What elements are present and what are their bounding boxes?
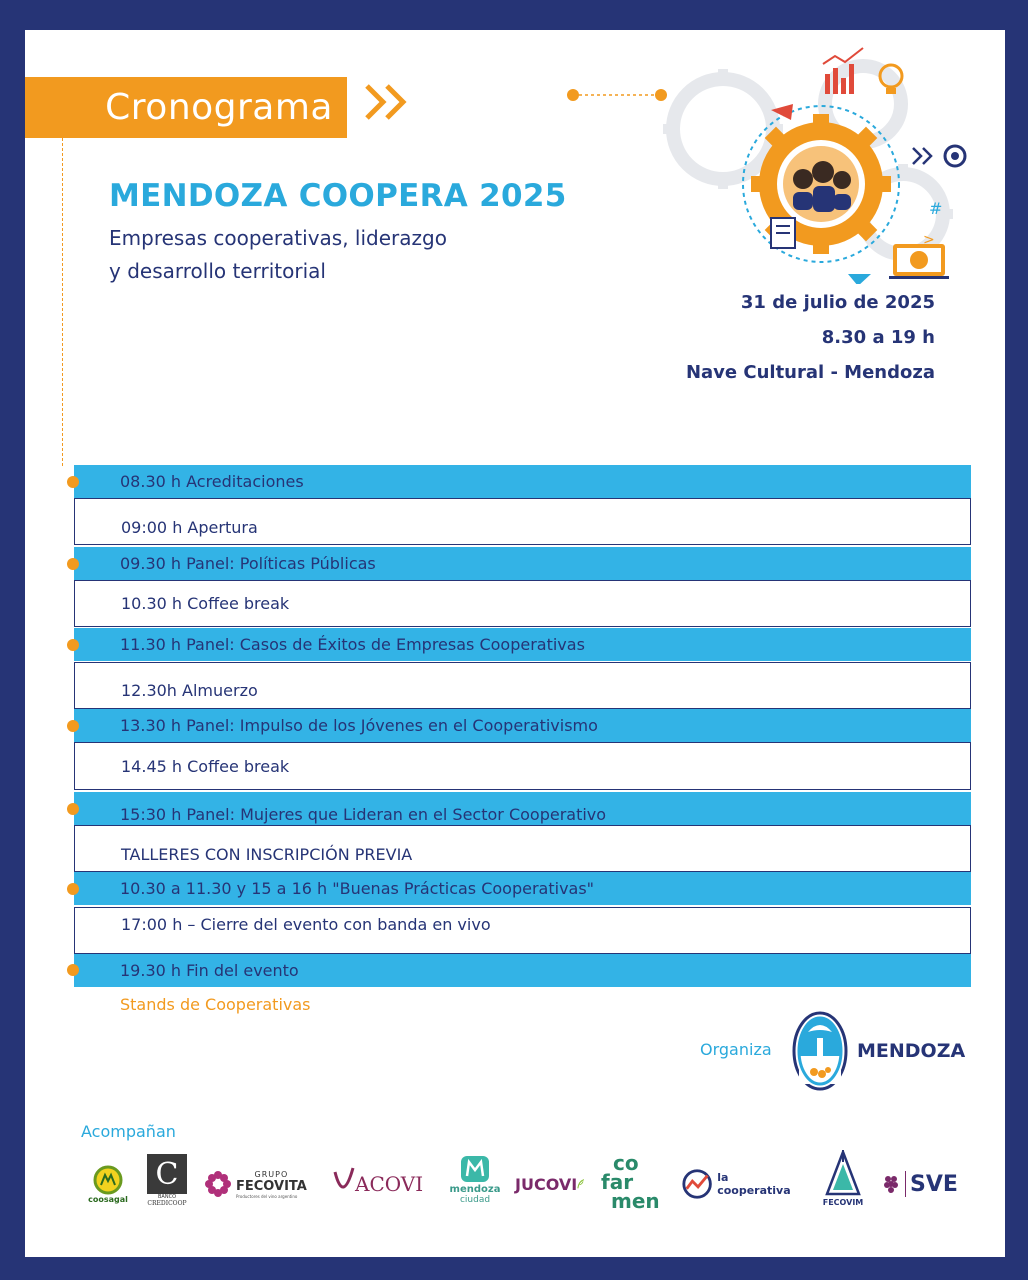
- credicoop-icon: [147, 1154, 187, 1194]
- sponsor-name: co: [613, 1151, 639, 1175]
- sponsor-logos: [75, 1150, 975, 1240]
- schedule-row: [74, 872, 971, 905]
- event-date: 31 de julio de 2025: [740, 292, 935, 313]
- event-place: Nave Cultural - Mendoza: [685, 362, 935, 383]
- sponsor-name: FECOVIM: [822, 1198, 864, 1207]
- sponsor-logo-coosagal: [80, 1158, 136, 1210]
- event-subtitle: [109, 222, 529, 288]
- event-time: 8.30 a 19 h: [821, 327, 935, 348]
- sponsor-logo-mendoza-ciudad: [447, 1154, 503, 1214]
- schedule-row: [74, 498, 971, 545]
- sponsor-name: SVE: [910, 1171, 958, 1197]
- timeline-dot: [67, 883, 79, 895]
- schedule-row: [74, 580, 971, 627]
- sponsor-sub: BANCO: [157, 1194, 177, 1200]
- schedule-text: 08.30 h Acreditaciones: [120, 472, 304, 491]
- header-tag: [25, 77, 347, 138]
- sponsor-logo-sve: [883, 1164, 979, 1204]
- svg-text:#: #: [929, 199, 943, 218]
- sponsor-name: JUCOVI: [515, 1174, 578, 1194]
- fecovim-mountain-icon: [825, 1150, 861, 1198]
- schedule-row: [74, 954, 971, 987]
- sponsor-name: la cooperativa: [717, 1171, 791, 1197]
- mendoza-ciudad-icon: [459, 1154, 491, 1184]
- sponsor-name: FECOVITA: [236, 1178, 307, 1194]
- schedule-text: 15:30 h Panel: Mujeres que Lideran en el Sector Cooperativo: [120, 805, 607, 824]
- timeline-dot: [67, 964, 79, 976]
- event-title: MENDOZA COOPERA 2025: [109, 178, 567, 214]
- sponsor-name: ACOVI: [355, 1172, 424, 1196]
- sponsor-logo-fecovim: [813, 1150, 873, 1222]
- sponsor-logo-acovi: [333, 1160, 433, 1208]
- grape-icon: [883, 1171, 901, 1197]
- sponsor-name: coosagal: [88, 1194, 128, 1204]
- sponsor-name: far: [601, 1170, 634, 1194]
- sponsor-logo-cofarmen: [601, 1151, 667, 1216]
- poster-card: [25, 30, 1005, 1257]
- sponsor-name: men: [611, 1189, 660, 1213]
- sponsor-logo-fecovita: [203, 1164, 323, 1204]
- schedule-text: 12.30h Almuerzo: [121, 681, 258, 700]
- schedule-text: 11.30 h Panel: Casos de Éxitos de Empresas Cooperativas: [120, 635, 585, 654]
- coosagal-icon: [93, 1165, 123, 1195]
- timeline-connector: [62, 138, 63, 466]
- schedule-text: 10.30 h Coffee break: [121, 594, 290, 613]
- schedule-row: [74, 907, 971, 954]
- sponsor-sub: Productores del vino argentino: [236, 1193, 298, 1199]
- mendoza-shield-icon: [790, 1010, 850, 1092]
- sponsor-sub: CREDICOOP: [147, 1200, 187, 1207]
- schedule-row: [74, 628, 971, 661]
- schedule-text: TALLERES CON INSCRIPCIÓN PREVIA: [121, 845, 413, 864]
- acovi-vine-icon: [333, 1164, 355, 1204]
- sponsor-logo-jucovi: [515, 1164, 585, 1204]
- schedule-row: [74, 742, 971, 790]
- sponsor-name: mendoza: [449, 1184, 501, 1195]
- subtitle-line-2: y desarrollo territorial: [109, 259, 326, 283]
- svg-text:>_: >_: [923, 232, 942, 248]
- header-tag-text: Cronograma: [105, 87, 333, 128]
- schedule-row: [74, 825, 971, 872]
- timeline-dot: [67, 720, 79, 732]
- timeline-dot: [67, 476, 79, 488]
- organizer-name: MENDOZA: [857, 1040, 966, 1062]
- timeline-dot: [67, 639, 79, 651]
- sponsor-pre: GRUPO: [254, 1169, 289, 1179]
- schedule-row: [74, 792, 971, 825]
- schedule-text: 10.30 a 11.30 y 15 a 16 h "Buenas Prácticas Cooperativas": [120, 879, 595, 898]
- schedule-text: 09.30 h Panel: Políticas Públicas: [120, 554, 376, 573]
- schedule-text: 13.30 h Panel: Impulso de los Jóvenes en el Cooperativismo: [120, 716, 598, 735]
- subtitle-line-1: Empresas cooperativas, liderazgo: [109, 226, 447, 250]
- timeline-dot: [67, 558, 79, 570]
- organizer-label: Organiza: [700, 1040, 772, 1059]
- dotted-connector: [567, 88, 667, 102]
- sponsor-logo-credicoop: [145, 1154, 189, 1218]
- sponsors-label: Acompañan: [81, 1122, 176, 1141]
- schedule-text: 19.30 h Fin del evento: [120, 961, 299, 980]
- stands-note: Stands de Cooperativas: [120, 995, 311, 1014]
- schedule-text: 14.45 h Coffee break: [121, 756, 290, 776]
- schedule-row: [74, 662, 971, 709]
- schedule-row: [74, 465, 971, 498]
- schedule-row: [74, 547, 971, 580]
- la-cooperativa-icon: [681, 1167, 713, 1201]
- gear-illustration: [653, 44, 973, 284]
- timeline-dot: [67, 803, 79, 815]
- sponsor-name: C: [155, 1156, 179, 1192]
- fecovita-flower-icon: [203, 1169, 233, 1199]
- double-chevron-icon: [363, 82, 415, 122]
- schedule-text: 17:00 h – Cierre del evento con banda en vivo: [121, 915, 491, 934]
- jucovi-leaf-icon: [577, 1172, 585, 1196]
- schedule-text: 09:00 h Apertura: [121, 518, 258, 537]
- sponsor-logo-la-cooperativa: [681, 1164, 801, 1204]
- schedule-row: [74, 709, 971, 742]
- sponsor-sub: ciudad: [459, 1195, 491, 1205]
